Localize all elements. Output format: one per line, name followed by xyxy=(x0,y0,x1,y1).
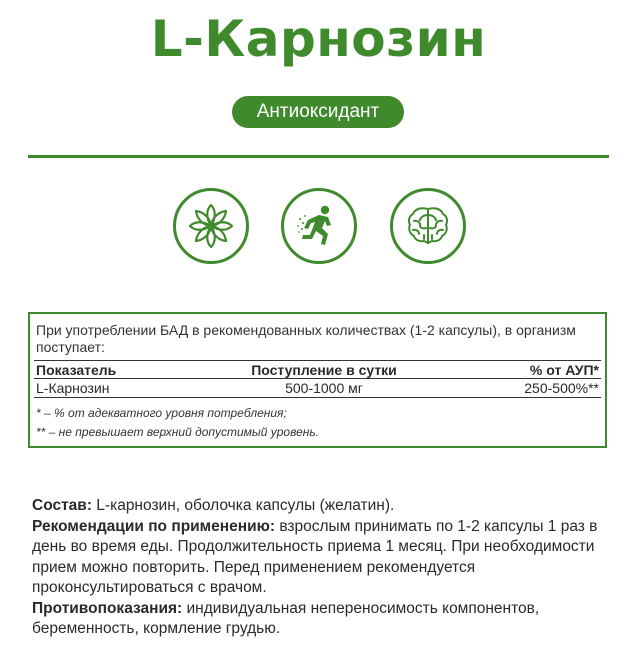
brain-icon-circle xyxy=(390,188,466,264)
header-daily-intake: Поступление в сутки xyxy=(251,362,397,378)
composition-label: Состав: xyxy=(32,497,92,514)
category-badge: Антиоксидант xyxy=(232,96,404,128)
header-percent: % от АУП* xyxy=(529,362,599,378)
recommendations-label: Рекомендации по применению: xyxy=(32,517,276,535)
contraindications-label: Противопоказания: xyxy=(32,599,183,617)
contraindications-text: индивидуальная непереносимость компонентов, беременность, кормление грудью. xyxy=(32,599,540,637)
nutrition-table xyxy=(28,312,607,448)
row-percent: 250-500%** xyxy=(524,380,599,396)
table-intro: При употреблении БАД в рекомендованных количествах (1-2 капсулы), в организм поступает: xyxy=(36,322,576,355)
footnote-2: ** – не превышает верхний допустимый уровень. xyxy=(36,425,319,439)
composition-text: L-карнозин, оболочка капсулы (желатин). xyxy=(91,497,395,514)
product-info xyxy=(32,496,612,640)
table-header xyxy=(34,360,601,379)
runner-icon-circle xyxy=(281,188,357,264)
row-amount: 500-1000 мг xyxy=(285,380,363,396)
product-title: L-Карнозин xyxy=(150,10,487,68)
header-indicator: Показатель xyxy=(36,362,117,378)
brain-icon xyxy=(403,201,453,251)
flower-icon xyxy=(186,201,236,251)
row-name: L-Карнозин xyxy=(36,380,110,396)
runner-icon xyxy=(294,201,344,251)
footnote-1: * – % от адекватного уровня потребления; xyxy=(36,406,287,420)
divider xyxy=(28,155,609,158)
table-row xyxy=(34,379,601,398)
flower-icon-circle xyxy=(173,188,249,264)
recommendations-text: взрослым принимать по 1-2 капсулы 1 раз в день во время еды. Продолжительность приема 1 месяц. При необходимости прием можно повторить. Перед применением рекомендуется проконсультироваться с врачом. xyxy=(32,517,598,596)
